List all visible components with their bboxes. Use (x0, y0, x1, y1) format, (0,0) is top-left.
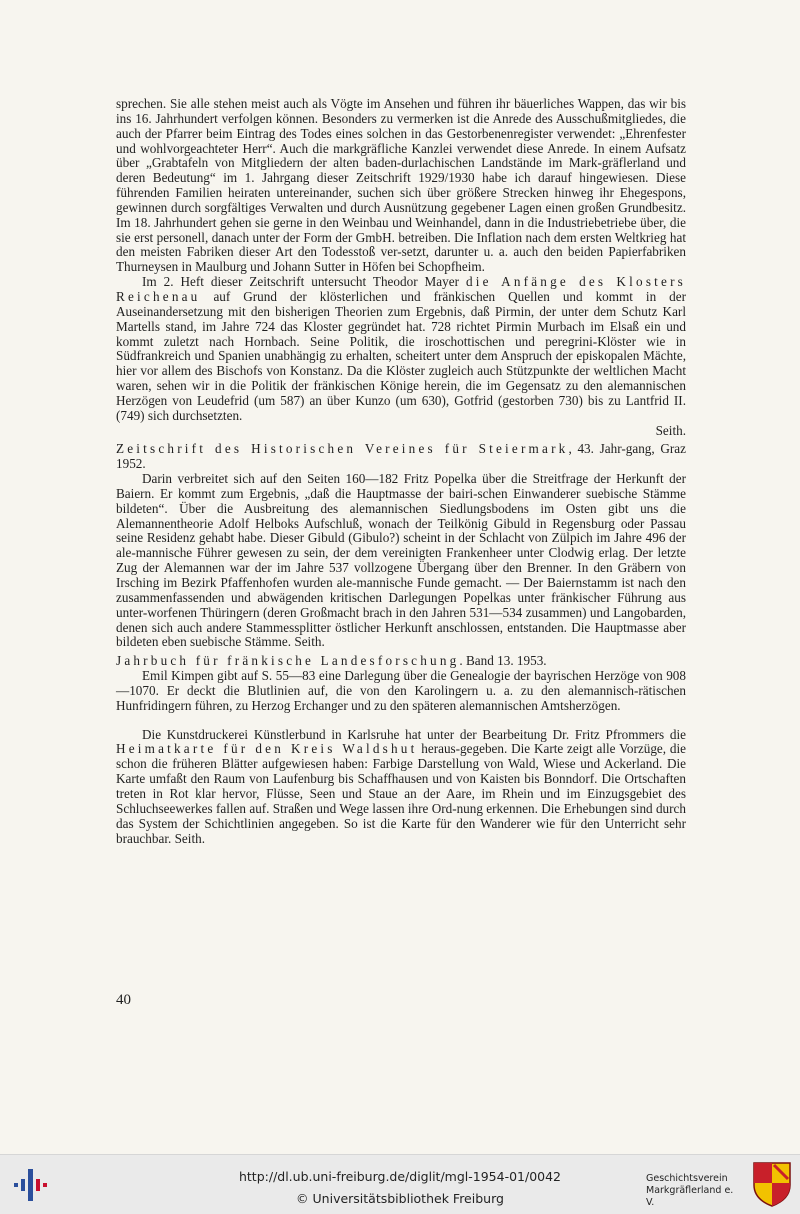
reichenau-intro: Im 2. Heft dieser Zeitschrift untersucht Theodor Mayer (142, 274, 466, 290)
reichenau-body: auf Grund der klösterlichen und fränkischen Quellen und kommt in der Auseinandersetzung mit den bisherigen Theorien zum Ergebnis, daß Pirmin, der unter dem Schutz Karl Martells stand, im Jahre 724 das Kloster gegründet hat. 728 richtet Pirmin Murbach im Elsaß ein und kommt zuletzt nach Hornbach. Seine Politik, die iroschottischen und peregrini-Klöster wie in Südfrankreich und Spanien unabhängig zu erhalten, scheitert unter dem Anspruch der episkopalen Mächte, hier vor allem des Bischofs von Konstanz. Da die Klöster zugleich auch Stützpunkte der weltlichen Macht waren, sehen wir in die Politik der fränkischen Könige herein, die im Gegensatz zu den alemannischen Herzögen von Leudefrid (um 587) an über Kunzo (um 630), Gotfrid (gestorben 730) bis zu Lantfrid II. (749) sich durchsetzten. (116, 288, 686, 423)
society-name (646, 1173, 742, 1209)
paragraph-karte (116, 728, 686, 847)
heading-steiermark (116, 442, 686, 472)
society-line-1: Geschichtsverein (646, 1173, 728, 1184)
paragraph-franken: Emil Kimpen gibt auf S. 55—83 eine Darlegung über die Genealogie der bayrischen Herzöge von 908—1070. Er deckt die Blutlinien auf, die von den Karolingern u. a. zu den alemannisch-rätischen Hunfridingern führen, zu Herzog Erchanger und zu den späteren alemannischen Amtsherzögen. (116, 668, 686, 713)
document-url-link[interactable]: http://dl.ub.uni-freiburg.de/diglit/mgl-1954-01/0042 (238, 1169, 562, 1184)
steiermark-body: Darin verbreitet sich auf den Seiten 160—182 Fritz Popelka über die Streitfrage der Herkunft der Baiern. Er kommt zum Ergebnis, „daß die Hauptmasse der bairi-schen Einwanderer suebische Stämme bildeten“. Über die Ausbreitung des alemannischen Siedlungsbodens im Osten gibt uns die Alemannentheorie Adolf Helboks Aufschluß, wonach der Teilkönig Gibuld in Regensburg oder Passau seine Residenz gehabt habe. Dieser Gibuld (Gibulo?) scheint in der Schlacht von Zülpich im Jahre 496 der ale-mannische Führer gewesen zu sein, der dem vereinigten Frankenheer unter Clodwig erlag. Der letzte Zug der Alemannen war der im Jahre 537 vollzogene Übergang über den Brenner. In den Gräbern von Irsching im Bezirk Pfaffenhofen wurden ale-mannische Funde gemacht. — Der Baiernstamm ist nach den zusammenfassenden und abwägenden kritischen Darlegungen Popelkas unter fränkischer Führung aus unter-worfenen Thüringern (deren Großmacht brach in den Jahren 531—534 zusammen) und Langobarden, denen sich auch andere Stammessplitter östlicher Herkunft anschlossen, entstanden. Die Hauptmasse aber bildeten eben suebische Stämme. (116, 471, 686, 650)
karte-intro: Die Kunstdruckerei Künstlerbund in Karlsruhe hat unter der Bearbeitung Dr. Fritz Pfrommers die (142, 726, 686, 742)
paragraph-steiermark (116, 472, 686, 650)
society-line-2: Markgräflerland e. V. (646, 1185, 734, 1208)
signature-reichenau: Seith. (655, 422, 686, 438)
paragraph-reichenau (116, 275, 686, 423)
franken-title: Jahrbuch für fränkische Landesforschung (116, 653, 460, 669)
text-column (116, 97, 686, 846)
paragraph-landstaende: sprechen. Sie alle stehen meist auch als Vögte im Ansehen und führen ihr bäuerliches Wappen, das wir bis ins 16. Jahrhundert verfolgen können. Besonders zu vermerken ist die Anrede des Ausschußmitgliedes, die auch der Pfarrer beim Eintrag des Todes eines solchen in das Gestorbenenregister verwendet: „Ehrenfester und wohlvorgeachteter Herr“. Auch die markgräfliche Kanzlei verwendet diese Anrede. In einem Aufsatz über „Grabtafeln von Mitgliedern der alten baden-durlachischen Landstände im Mark-gräflerland und deren Bedeutung“ im 1. Jahrgang dieser Zeitschrift 1929/1930 habe ich darauf hingewiesen. Diese führenden Familien heiraten untereinander, suchen sich über größere Strecken hinweg ihr Ehegespons, gewinnen durch sorgfältiges Verwalten und durch Ausnützung gegebener Lagen einen großen Grundbesitz. Im 18. Jahrhundert gehen sie gerne in den Weinbau und Weinhandel, dann in die Industriebetriebe über, die sie erst personell, danach unter der Form der GmbH. betreiben. Die Inflation nach dem ersten Weltkrieg hat den meisten Fabriken dieser Art den Todesstoß ver-setzt, darunter u. a. auch den beiden Papierfabriken Thurneysen in Maulburg und Johann Sutter in Höfen bei Schopfheim. (116, 96, 686, 275)
viewer-footer (0, 1154, 800, 1214)
heading-franken (116, 654, 686, 669)
franken-issue: . Band 13. 1953. (459, 653, 547, 669)
steiermark-title: Zeitschrift des Historischen Vereines für Steiermark (116, 441, 569, 457)
page-number: 40 (116, 992, 131, 1008)
karte-title: Heimatkarte für den Kreis Waldshut (116, 741, 418, 757)
reichenau-title: die Anfänge des Klosters Reichenau (116, 274, 686, 304)
karte-body: heraus-gegeben. Die Karte zeigt alle Vorzüge, die schon die früheren Blätter aufgewiesen haben: Farbige Darstellung von Wald, Wiese und Ackerland. Die Karte umfaßt den Raum von Laufenburg bis Schaffhausen und von Kaisten bis Bonndorf. Die Ortschaften treten in Rot klar hervor, Flüsse, Seen und Staue an der Aare, im Rhein und im Einzugsgebiet des Schluchseewerkes fallen auf. Straßen und Wege lassen ihre Ord-nung erkennen. Die Erhebungen sind durch das System der Schichtlinien angegeben. So ist die Karte für den Wanderer wie für den Unterricht sehr brauchbar. (116, 741, 686, 846)
steiermark-issue: , 43. Jahr-gang, Graz 1952. (116, 441, 686, 472)
coat-of-arms-icon (752, 1161, 792, 1211)
signature-karte: Seith. (174, 830, 205, 846)
section-gap (116, 714, 686, 728)
signature-steiermark: Seith. (294, 634, 325, 650)
copyright-text: © Universitätsbibliothek Freiburg (296, 1191, 504, 1206)
